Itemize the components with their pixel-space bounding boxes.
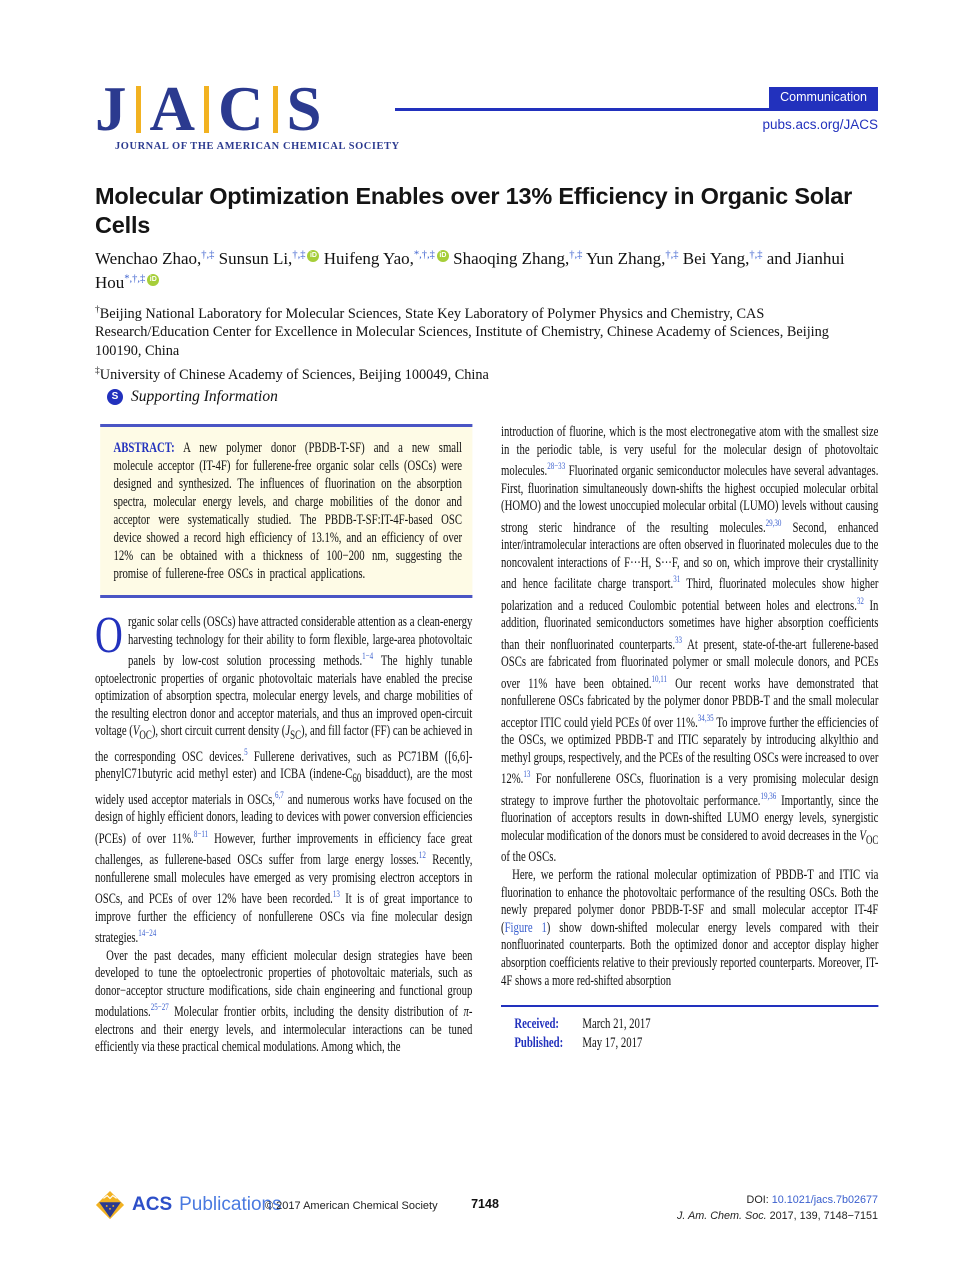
doi-link[interactable]: 10.1021/jacs.7b02677 <box>771 1194 878 1206</box>
citation-ref-link[interactable]: 29,30 <box>765 518 782 529</box>
logo-divider-bar <box>273 86 278 133</box>
body-paragraph <box>95 607 473 948</box>
supporting-info-icon: S <box>107 389 123 405</box>
affiliation-2: ‡University of Chinese Academy of Sciences, Beijing 100049, China <box>95 365 489 383</box>
abstract-box: ABSTRACT: A new polymer donor (PBDB-T-SF) and a new small molecule acceptor (IT-4F) for fullerene-free organic solar cells (OSCs) were designed and synthesized. The influences of fluorination on the absorption spectra, molecular energy levels, and charge mobilities of the donor and acceptor were systematically studied. The PBDB-T-SF:IT-4F-based OSC device showed a record high efficiency of 13.1%, and an efficiency of over 12% can be obtained with a thickness of 100−200 nm, suggesting the promise of fullerene-free OSCs in practical applications. <box>100 424 472 598</box>
article-type-badge: Communication <box>769 87 878 108</box>
citation-volume-pages: 2017, 139, 7148−7151 <box>769 1210 878 1223</box>
jacs-letter-a: A <box>149 74 195 144</box>
page-number: 7148 <box>471 1197 499 1211</box>
orcid-icon[interactable]: iD <box>437 250 449 262</box>
citation-ref-link[interactable]: 5 <box>244 747 248 758</box>
citation-ref-link[interactable]: 1−4 <box>362 652 374 663</box>
article-body <box>95 424 878 1057</box>
citation-journal-name: J. Am. Chem. Soc. <box>677 1210 767 1223</box>
citation-ref-link[interactable]: 14−24 <box>138 929 157 940</box>
jacs-letter-s: S <box>286 74 322 144</box>
article-title: Molecular Optimization Enables over 13% Efficiency in Organic Solar Cells <box>95 183 853 239</box>
brand-publications-text: Publications <box>179 1194 282 1215</box>
affiliations <box>95 304 878 388</box>
citation-ref-link[interactable]: 19,36 <box>760 791 777 802</box>
citation-ref-link[interactable]: 13 <box>523 770 531 781</box>
citation-ref-link[interactable]: 8−11 <box>193 829 209 840</box>
acs-logo-icon <box>95 1190 125 1220</box>
drop-cap: O <box>95 607 123 664</box>
right-column <box>501 424 878 1057</box>
article-history <box>501 1005 878 1053</box>
brand-acs-text: ACS <box>132 1194 173 1215</box>
logo-divider-bar <box>204 86 209 133</box>
body-paragraph: Over the past decades, many efficient molecular design strategies have been developed to tune the optoelectronic properties of photovoltaic materials, such as donor−acceptor structure modifications, side chain engineering and functional group modulations.$^{25-27}$ Molecular frontier orbits, including the density distribution of π-electrons and their energy levels, and intermolecular interactions can be tuned efficiently via these practical chemical modulations. Among which, the <box>95 947 473 1056</box>
figure-link[interactable]: Figure 1 <box>504 919 547 936</box>
published-date: May 17, 2017 <box>582 1035 643 1052</box>
supporting-information-link[interactable] <box>107 388 278 406</box>
received-row <box>514 1015 878 1034</box>
jacs-letter-j: J <box>95 74 127 144</box>
affiliation-1: †Beijing National Laboratory for Molecular Sciences, State Key Laboratory of Polymer Physics and Chemistry, CAS Research/Education Center for Excellence in Molecular Sciences, Institute of Chemistry, Chinese Academy of Sciences, Beijing 100190, China <box>95 305 829 359</box>
header-right <box>395 84 878 144</box>
supporting-info-label: Supporting Information <box>131 388 278 405</box>
published-row <box>514 1034 878 1053</box>
citation-ref-link[interactable]: 6,7 <box>274 790 284 801</box>
received-date: March 21, 2017 <box>582 1016 651 1033</box>
orcid-icon[interactable]: iD <box>307 250 319 262</box>
copyright-notice: © 2017 American Chemical Society <box>265 1200 438 1212</box>
paragraph-text: rganic solar cells (OSCs) have attracted considerable attention as a clean-energy harvesting technology for their ability to form flexible, large-area photovoltaic panels by low-cost solution processing methods.$^{1-4}$ The highly tunable optoelectronic properties of organic photovoltaic materials have enabled the precise optimization of absorption spectra, molecular energy levels, and charge mobilities of the resulting electron donor and acceptor materials, and thus an improved open-circuit voltage $(V_{OC})$, short circuit current density $(J_{SC})$, and fill factor (FF) can be achieved in the corresponding OSC devices.$^5$ Fullerene derivatives, such as PC71BM ([6,6]-phenylC71butyric acid methyl ester) and ICBA ($indene-C_{60}$ bisadduct), are the most widely used acceptor materials in OSCs,$^{6,7}$ and numerous works have focused on the design of highly efficient donors, leading to devices with power conversion efficiencies (PCEs) of over 11%.$^{8-11}$ However, further improvements in efficiency face great challenges, as fullerene-based OSCs suffer from large energy losses.$^{12}$ Recently, nonfullerene small molecules have emerged as very promising electron acceptors in OSCs, and PCEs of over 12% have been recorded.$^{13}$ It is of great importance to improve further the efficiency of nonfullerene OSCs via fine molecular design strategies.$^{14-24}$ <box>95 614 473 947</box>
left-column <box>95 424 472 1057</box>
jacs-logo <box>95 74 400 152</box>
page-footer <box>95 1190 878 1236</box>
citation-ref-link[interactable]: 34,35 <box>697 713 714 724</box>
doi-line <box>677 1192 878 1208</box>
citation-ref-link[interactable]: 25−27 <box>150 1003 169 1014</box>
citation-ref-link[interactable]: 10,11 <box>651 674 668 685</box>
citation-ref-link[interactable]: 32 <box>856 596 864 607</box>
published-label: Published: <box>514 1035 564 1052</box>
doi-label: DOI: <box>746 1194 769 1206</box>
citation-ref-link[interactable]: 33 <box>675 635 683 646</box>
journal-citation <box>677 1208 878 1224</box>
logo-divider-bar <box>136 86 141 133</box>
orcid-icon[interactable]: iD <box>147 274 159 286</box>
body-paragraph: Here, we perform the rational molecular optimization of PBDB-T and ITIC via fluorination to enhance the photovoltaic performance of the resulting OSCs. Both the newly prepared polymer donor PBDB-T-SF and small molecular acceptor IT-4F (Figure 1) show down-shifted molecular energy levels compared with their nonfluorinated counterparts. Both the optimized donor and acceptor display higher absorption coefficients relative to their previously reported counterparts. Moreover, IT-4F shows a more red-shifted absorption <box>501 867 879 989</box>
received-label: Received: <box>514 1016 560 1033</box>
citation-ref-link[interactable]: 31 <box>673 575 681 586</box>
journal-name: JOURNAL OF THE AMERICAN CHEMICAL SOCIETY <box>115 140 400 152</box>
journal-url-link[interactable]: pubs.acs.org/JACS <box>762 117 878 132</box>
citation-block <box>677 1192 878 1224</box>
citation-ref-link[interactable]: 28−33 <box>547 462 566 473</box>
acs-publications-brand[interactable] <box>95 1190 282 1220</box>
abstract-label: ABSTRACT: <box>113 440 175 456</box>
jacs-logo-letters <box>95 74 400 144</box>
body-paragraph: introduction of fluorine, which is the most electronegative atom with the smallest size in the periodic table, is very useful for the molecular design of photovoltaic molecules.$^{28-33}$ Fluorinated organic semiconductor molecules have several advantages. First, fluorination simultaneously down-shifts the highest occupied molecular orbital (HOMO) and the lowest unoccupied molecular orbital (LUMO) levels without causing strong steric hindrance of the resulting molecules.$^{29,30}$ Second, enhanced inter/intramolecular interactions are often observed in fluorinated molecules due to the noncovalent interactions of F···H, S···F, and so on, which improve their crystallinity and hence facilitate charge transport.$^{31}$ Third, fluorinated molecules show higher polarization and a reduced Coulombic potential between holes and electrons.$^{32}$ In addition, fluorinated semiconductors sometimes have higher absorption coefficients than their nonfluorinated counterparts.$^{33}$ At present, state-of-the-art fullerene-based OSCs are fabricated from fluorinated polymer or small molecule donors, and PCEs over 11% have been obtained.$^{10,11}$ Our recent works have demonstrated that nonfullerene OSCs fabricated by the polymer donor PBDB-T and the small molecular acceptor ITIC could yield PCEs 0f over 11%.$^{34,35}$ To improve further the efficiencies of the OSCs, we optimized PBDB-T and ITIC separately by introducing alkylthio and methyl groups, respectively, and the PCEs of the resulting OSCs were increased to over 12%.$^{13}$ For nonfullerene OSCs, fluorination is a very promising molecular design strategy to improve further the photovoltaic performance.$^{19,36}$ Importantly, since the fluorination of acceptors results in down-shifted LUMO energy levels, synergistic molecular modification of the donors must be considered to avoid decreases in the $V_{OC}$ of the OSCs. <box>501 424 879 866</box>
citation-ref-link[interactable]: 12 <box>418 851 426 862</box>
jacs-letter-c: C <box>218 74 264 144</box>
header-rule <box>395 108 878 111</box>
page-header <box>95 74 878 162</box>
author-list: Wenchao Zhao,†,‡ Sunsun Li,†,‡ iD Huifeng Yao,*,†,‡ iD Shaoqing Zhang,†,‡ Yun Zhang,†,‡ Bei Yang,†,‡ and Jianhui Hou*,†,‡ iD <box>95 249 845 292</box>
citation-ref-link[interactable]: 13 <box>332 890 340 901</box>
